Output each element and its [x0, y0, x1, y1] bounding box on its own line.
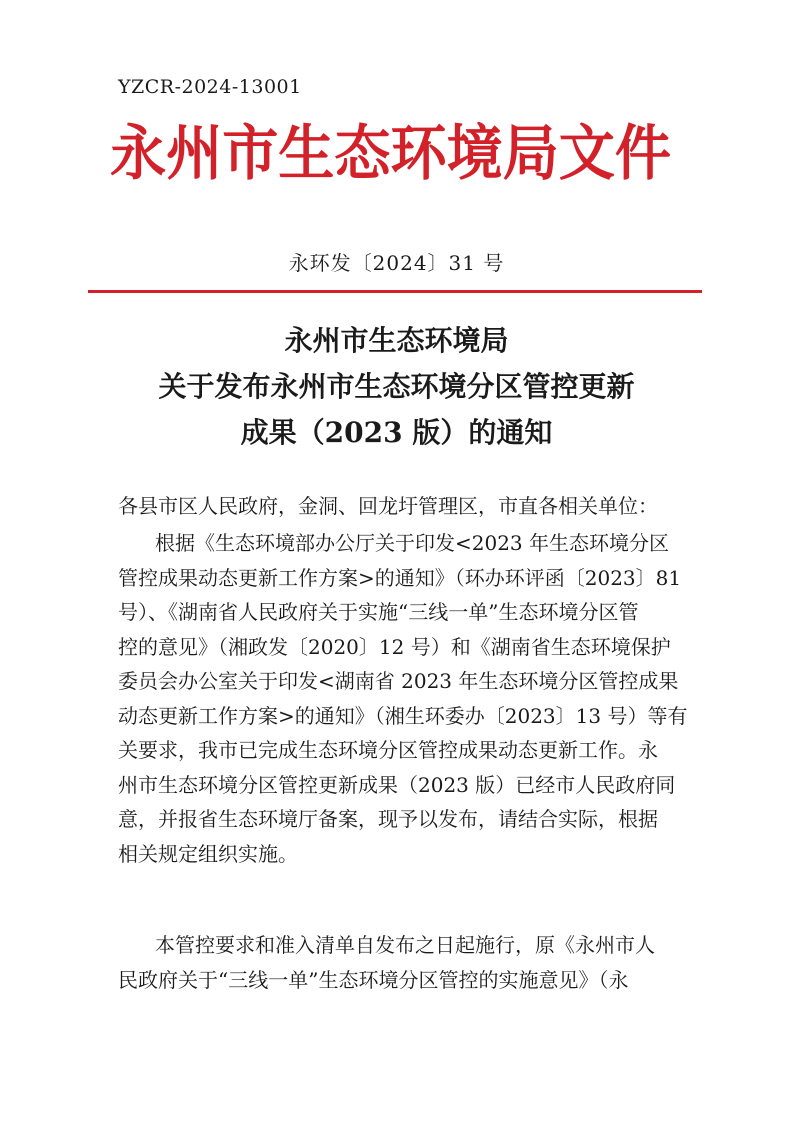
- document-title: [0, 318, 793, 456]
- title-line-1: 永州市生态环境局: [284, 324, 509, 357]
- text-line: 控的意见》（湘政发〔2020〕12 号）和《湖南省生态环境保护: [118, 634, 671, 659]
- issuer-header: 永州市生态环境局文件: [110, 119, 671, 189]
- text-line: 相关规定组织实施。: [118, 841, 298, 866]
- addressee: 各县市区人民政府，金洞、回龙圩管理区，市直各相关单位：: [118, 494, 658, 518]
- text-line: 号）、《湖南省人民政府关于实施“三线一单”生态环境分区管: [118, 600, 639, 624]
- paragraph-2: [118, 928, 688, 997]
- text-line: 委员会办公室关于印发<湖南省 2023 年生态环境分区管控成果: [118, 669, 679, 693]
- text-line: 根据《生态环境部办公厅关于印发<2023 年生态环境分区: [155, 531, 670, 555]
- title-line-3: 成果（2023 版）的通知: [240, 416, 553, 449]
- text-line: 州市生态环境分区管控更新成果（2023 版）已经市人民政府同: [118, 772, 676, 797]
- text-line: 本管控要求和准入清单自发布之日起施行，原《永州市人: [155, 933, 655, 957]
- paragraph-1: [118, 526, 688, 871]
- text-line: 意，并报省生态环境厅备案，现予以发布，请结合实际，根据: [118, 807, 658, 831]
- document-number: 永环发〔2024〕31 号: [288, 251, 505, 275]
- title-line-2: 关于发布永州市生态环境分区管控更新: [158, 370, 635, 403]
- text-line: 关要求，我市已完成生态环境分区管控成果动态更新工作。永: [118, 738, 658, 762]
- text-line: 民政府关于“三线一单”生态环境分区管控的实施意见》（永: [118, 967, 629, 992]
- text-line: 动态更新工作方案>的通知》（湘生环委办〔2023〕13 号）等有: [118, 703, 688, 728]
- text-line: 管控成果动态更新工作方案>的通知》（环办环评函〔2023〕81: [118, 565, 682, 590]
- document-code: YZCR-2024-13001: [118, 76, 302, 98]
- red-separator-line: [88, 290, 702, 293]
